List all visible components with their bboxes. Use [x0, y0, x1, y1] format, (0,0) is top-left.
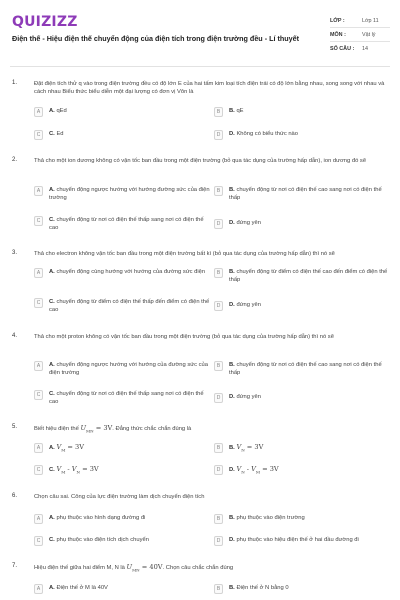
option-text: đứng yên	[236, 302, 261, 308]
option-letter-box: C	[34, 465, 43, 475]
option-lead: B.	[229, 445, 235, 451]
meta-key: LỚP :	[330, 17, 345, 24]
math-expression: $V_M = 3V$	[56, 443, 84, 453]
option-letter-box: C	[34, 298, 43, 308]
option-text: Không có biểu thức nào	[236, 131, 299, 137]
option-text: qEd	[56, 108, 67, 114]
option-letter-box: C	[34, 536, 43, 546]
option-lead: C.	[49, 391, 55, 397]
question-number: 1.	[12, 80, 18, 86]
option-lead: D.	[229, 302, 235, 308]
option-lead: B.	[229, 362, 235, 368]
meta-value: 14	[362, 46, 368, 52]
option-a[interactable]	[34, 514, 212, 524]
option-letter-box: A	[34, 107, 43, 117]
option-c[interactable]	[34, 390, 212, 406]
option-b[interactable]	[214, 186, 392, 202]
option-lead: D.	[229, 220, 235, 226]
option-b[interactable]	[214, 514, 392, 524]
question-text-part: . Chọn câu chắc chắn đúng	[162, 565, 234, 571]
option-lead: C.	[49, 537, 55, 543]
option-lead: B.	[229, 187, 235, 193]
question-number: 4.	[12, 333, 18, 339]
option-letter-box: A	[34, 514, 43, 524]
question-text: Chọn câu sai. Công của lực điện trường làm dịch chuyển điện tích	[34, 494, 205, 500]
option-letter-box: B	[214, 514, 223, 524]
question-text: Đặt điện tích thử q vào trong điện trường đều có độ lớn E của hai tấm kim loại tích điện trái có độ lớn bằng nhau, song song với nhau và cách nhau Biểu thức biểu diễn một đại lượng có đơn vị Vôn là	[34, 81, 385, 95]
option-a[interactable]	[34, 361, 212, 377]
option-lead: C.	[49, 467, 55, 473]
question-text	[34, 563, 390, 574]
option-text: chuyển động từ điểm có điện thế cao đến điểm có điện thế thấp	[229, 269, 388, 283]
quizizz-logo: QUIZIZZ	[12, 14, 78, 30]
meta-info-table	[330, 14, 390, 56]
meta-row-subject	[330, 28, 390, 42]
option-text: chuyển động từ điểm có điện thế thấp đến điểm có điện thế cao	[49, 299, 210, 313]
option-text: chuyển động từ nơi có điện thế thấp sang nơi có điện thế cao	[49, 391, 204, 405]
option-text: đứng yên	[236, 394, 261, 400]
question-text: Thả cho một proton không có vận tốc ban đầu trong một điện trường (bỏ qua tác dụng của trường hấp dẫn) thì nó sẽ	[34, 334, 334, 340]
question-text	[34, 424, 390, 435]
option-lead: A.	[49, 362, 55, 368]
option-lead: D.	[229, 537, 235, 543]
math-expression: $U_{MN} = 40V$	[126, 563, 163, 573]
option-text: Ed	[56, 131, 64, 137]
option-lead: A.	[49, 445, 55, 451]
option-letter-box: B	[214, 107, 223, 117]
option-letter-box: D	[214, 465, 223, 475]
option-c[interactable]	[34, 298, 212, 314]
option-lead: A.	[49, 187, 55, 193]
option-letter-box: D	[214, 301, 223, 311]
option-text: Điện thế ở M là 40V	[56, 585, 108, 591]
option-b[interactable]	[214, 443, 392, 454]
option-b[interactable]	[214, 268, 392, 284]
option-letter-box: B	[214, 443, 223, 453]
option-c[interactable]	[34, 216, 212, 232]
option-c[interactable]	[34, 130, 212, 140]
option-text: chuyển động từ nơi có điện thế cao sang nơi có điện thế thấp	[229, 362, 382, 376]
option-lead: C.	[49, 217, 55, 223]
option-letter-box: B	[214, 584, 223, 594]
option-letter-box: A	[34, 584, 43, 594]
option-letter-box: A	[34, 443, 43, 453]
question-text-part: Biết hiệu điện thế	[34, 426, 79, 432]
option-a[interactable]	[34, 268, 212, 278]
option-a[interactable]	[34, 107, 212, 117]
option-letter-box: C	[34, 130, 43, 140]
option-lead: A.	[49, 108, 55, 114]
option-d[interactable]	[214, 219, 392, 229]
option-lead: C.	[49, 299, 55, 305]
question-text-part: . Đẳng thức chắc chắn đúng là	[112, 426, 192, 432]
option-lead: B.	[229, 269, 235, 275]
option-text: qE	[236, 108, 244, 114]
question-text: Thả cho electron không vận tốc ban đầu trong một điện trường bất kì (bỏ qua tác dụng của trường hấp dẫn) thì nó sẽ	[34, 251, 335, 257]
option-a[interactable]	[34, 584, 212, 594]
option-letter-box: A	[34, 361, 43, 371]
header-divider	[10, 66, 390, 67]
option-text: phụ thuộc vào hình dạng đường đi	[56, 515, 146, 521]
option-text: chuyển động từ nơi có điện thế thấp sang nơi có điện thế cao	[49, 217, 204, 231]
meta-row-grade	[330, 14, 390, 28]
meta-row-question-count	[330, 42, 390, 56]
option-letter-box: A	[34, 186, 43, 196]
option-c[interactable]	[34, 536, 212, 546]
question-number: 7.	[12, 563, 18, 569]
option-lead: C.	[49, 131, 55, 137]
option-text: phụ thuộc vào điện trường	[236, 515, 305, 521]
option-d[interactable]	[214, 393, 392, 403]
option-letter-box: B	[214, 186, 223, 196]
option-d[interactable]	[214, 301, 392, 311]
meta-key: MÔN :	[330, 31, 346, 38]
math-expression: $V_M - V_N = 3V$	[56, 465, 99, 475]
option-text: Điện thế ở N bằng 0	[236, 585, 289, 591]
meta-value: Lớp 11	[362, 17, 379, 24]
option-d[interactable]	[214, 465, 392, 476]
option-a[interactable]	[34, 186, 212, 202]
option-d[interactable]	[214, 130, 392, 140]
meta-key: SỐ CÂU :	[330, 46, 355, 52]
option-b[interactable]	[214, 584, 392, 594]
question-number: 5.	[12, 424, 18, 430]
option-lead: D.	[229, 131, 235, 137]
question-number: 6.	[12, 493, 18, 499]
option-c[interactable]	[34, 465, 212, 476]
option-lead: A.	[49, 269, 55, 275]
math-expression: $U_{MN} = 3V$	[80, 424, 113, 434]
option-letter-box: A	[34, 268, 43, 278]
option-lead: A.	[49, 585, 55, 591]
option-lead: A.	[49, 515, 55, 521]
option-letter-box: D	[214, 393, 223, 403]
option-lead: B.	[229, 108, 235, 114]
question-number: 2.	[12, 157, 18, 163]
option-lead: D.	[229, 394, 235, 400]
option-lead: B.	[229, 515, 235, 521]
option-letter-box: D	[214, 130, 223, 140]
option-b[interactable]	[214, 361, 392, 377]
document-title: Điện thế - Hiệu điện thế chuyển động của điện tích trong điện trường đều - Lí thuyết	[12, 34, 300, 43]
option-letter-box: C	[34, 390, 43, 400]
option-letter-box: D	[214, 536, 223, 546]
option-b[interactable]	[214, 107, 392, 117]
option-text: đứng yên	[236, 220, 261, 226]
option-a[interactable]	[34, 443, 212, 454]
option-lead: D.	[229, 467, 235, 473]
option-letter-box: C	[34, 216, 43, 226]
option-d[interactable]	[214, 536, 392, 546]
question-text-part: Hiệu điện thế giữa hai điểm M, N là	[34, 565, 125, 571]
option-letter-box: B	[214, 361, 223, 371]
meta-value: Vật lý	[362, 31, 376, 38]
question-number: 3.	[12, 250, 18, 256]
option-lead: B.	[229, 585, 235, 591]
option-text: chuyển động ngược hướng với hướng của đường sức của điện trường	[49, 362, 208, 376]
option-letter-box: D	[214, 219, 223, 229]
option-text: chuyển động cùng hướng với hướng của đường sức điện	[56, 269, 206, 275]
option-text: phụ thuộc vào hiệu điện thế ở hai đầu đường đi	[236, 537, 359, 543]
question-text: Thả cho một ion dương không có vận tốc ban đầu trong một điện trường (bỏ qua tác dụng của trường hấp dẫn), ion dương đó sẽ	[34, 158, 367, 164]
math-expression: $V_N - V_M = 3V$	[236, 465, 279, 475]
option-letter-box: B	[214, 268, 223, 278]
option-text: phụ thuộc vào điện tích dịch chuyển	[56, 537, 149, 543]
math-expression: $V_N = 3V$	[236, 443, 264, 453]
option-text: chuyển động ngược hướng với hướng đường sức của điện trường	[49, 187, 210, 201]
option-text: chuyển động từ nơi có điện thế cao sang nơi có điện thế thấp	[229, 187, 382, 201]
